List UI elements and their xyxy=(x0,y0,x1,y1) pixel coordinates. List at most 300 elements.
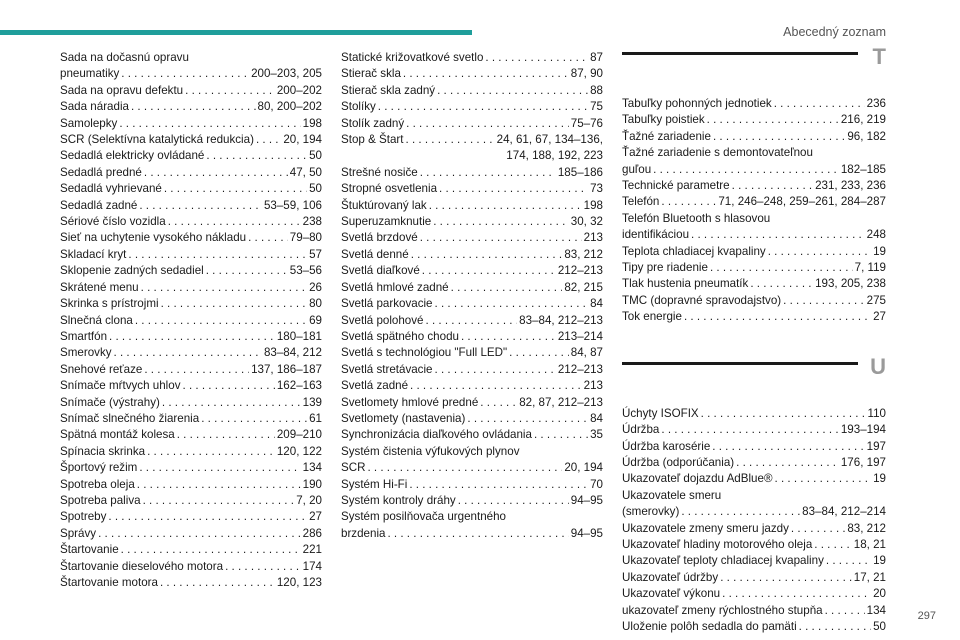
dot-leader xyxy=(225,559,301,575)
entry-pages: 61 xyxy=(309,411,322,425)
entry-pages: 176, 197 xyxy=(840,455,886,469)
entry-term: Tabuľky pohonných jednotiek xyxy=(622,97,772,110)
entry-line xyxy=(622,619,886,635)
entry-pages: 53–59, 106 xyxy=(263,198,322,212)
entry-line xyxy=(341,477,603,493)
entry-line xyxy=(341,132,603,148)
entry-term: Uloženie polôh sedadla do pamäti xyxy=(622,619,797,633)
entry-line xyxy=(60,509,322,525)
entry-pages: 47, 50 xyxy=(289,165,322,179)
index-entry xyxy=(341,50,603,66)
dot-leader xyxy=(164,181,307,197)
index-entry xyxy=(622,586,886,602)
entry-line xyxy=(60,116,322,132)
index-entry xyxy=(60,148,322,164)
dot-leader xyxy=(826,553,871,569)
entry-term: Statické križovatkové svetlo xyxy=(341,51,484,64)
entry-pages: 73 xyxy=(590,182,603,196)
index-entry xyxy=(622,406,886,422)
dot-leader xyxy=(185,83,275,99)
entry-term: Spotreby xyxy=(60,510,107,524)
entry-pages: 19 xyxy=(873,472,886,486)
entry-pages: 50 xyxy=(309,149,322,163)
entry-pages: 110 xyxy=(867,406,886,420)
index-entry xyxy=(341,345,603,361)
entry-line xyxy=(341,99,603,115)
entry-pages: 27 xyxy=(309,510,322,524)
index-entry xyxy=(341,132,603,165)
entry-term: Sedadlá predné xyxy=(60,165,142,179)
entry-pages: 198 xyxy=(302,116,322,130)
entry-line xyxy=(60,99,322,115)
entry-term: Svetlomety (nastavenia) xyxy=(341,411,466,425)
dot-leader xyxy=(435,296,589,312)
entry-term: Telefón Bluetooth s hlasovou xyxy=(622,211,771,225)
entry-line xyxy=(341,247,603,263)
index-entry xyxy=(60,460,322,476)
entry-pages: 94–95 xyxy=(570,526,603,540)
entry-term: Systém Hi-Fi xyxy=(341,477,408,491)
dot-leader xyxy=(458,493,569,509)
entry-line xyxy=(60,247,322,263)
entry-line xyxy=(622,537,886,553)
entry-line xyxy=(60,329,322,345)
section-letter: U xyxy=(870,353,886,379)
entry-line xyxy=(60,542,322,558)
dot-leader xyxy=(736,455,839,471)
dot-leader xyxy=(814,537,851,553)
index-entry xyxy=(60,575,322,591)
entry-line xyxy=(60,575,322,591)
entry-pages: 82, 87, 212–213 xyxy=(519,395,603,409)
dot-leader xyxy=(201,411,307,427)
entry-pages: 193–194 xyxy=(840,423,886,437)
entry-term: Smerovky xyxy=(60,346,112,360)
index-entry xyxy=(60,542,322,558)
entry-line xyxy=(341,50,603,66)
dot-leader xyxy=(144,165,288,181)
entry-line xyxy=(60,411,322,427)
index-entry xyxy=(60,280,322,296)
dot-leader xyxy=(135,313,307,329)
dot-leader xyxy=(653,162,839,178)
index-entry xyxy=(622,537,886,553)
entry-term: Svetlá spätného chodu xyxy=(341,329,459,343)
entry-pages: 120, 123 xyxy=(276,576,322,589)
entry-term: Svetlá denné xyxy=(341,247,409,261)
dot-leader xyxy=(775,471,872,487)
entry-pages: 213 xyxy=(583,231,603,245)
entry-line xyxy=(622,586,886,602)
entry-line xyxy=(60,263,322,279)
entry-line xyxy=(341,313,603,329)
entry-term: Ťažné zariadenie xyxy=(622,129,711,143)
entry-line xyxy=(60,296,322,312)
dot-leader xyxy=(128,247,307,263)
dot-leader xyxy=(451,280,563,296)
entry-pages: 19 xyxy=(873,244,886,258)
entry-pages: 134 xyxy=(866,603,886,617)
entry-pages: 197 xyxy=(866,439,886,453)
index-entry xyxy=(341,493,603,509)
dot-leader xyxy=(420,165,556,181)
entry-pages: 50 xyxy=(873,619,886,633)
entry-line xyxy=(60,165,322,181)
entry-pages: 7, 119 xyxy=(854,261,886,275)
index-entry xyxy=(60,214,322,230)
entry-pages: 20, 194 xyxy=(283,133,322,147)
entry-pages: 82, 215 xyxy=(564,280,603,294)
dot-leader xyxy=(387,526,568,542)
entry-line xyxy=(341,214,603,230)
entry-pages-continued: 174, 188, 192, 223 xyxy=(506,149,603,163)
index-entry xyxy=(60,477,322,493)
entry-term: Štuktúrovaný lak xyxy=(341,198,427,212)
entry-term: Superuzamknutie xyxy=(341,215,432,229)
entry-term: Systém posilňovača urgentného xyxy=(341,510,506,524)
dot-leader xyxy=(768,244,871,260)
entry-line xyxy=(622,553,886,569)
index-entry xyxy=(341,329,603,345)
entry-term-continued: guľou xyxy=(622,162,652,176)
entry-term: Ukazovatele smeru xyxy=(622,488,722,502)
index-entry xyxy=(60,395,322,411)
dot-leader xyxy=(410,378,582,394)
entry-pages: 212–213 xyxy=(557,264,603,278)
entry-term: Technické parametre xyxy=(622,179,730,193)
index-entry xyxy=(60,378,322,394)
entry-line xyxy=(60,362,322,378)
index-entry xyxy=(60,526,322,542)
dot-leader xyxy=(791,521,845,537)
dot-leader xyxy=(420,230,582,246)
entry-line xyxy=(60,214,322,230)
entry-pages: 83, 212 xyxy=(847,521,886,535)
entry-pages: 139 xyxy=(302,395,322,409)
entry-term: Samolepky xyxy=(60,116,118,130)
dot-leader xyxy=(691,227,865,243)
index-entry xyxy=(341,116,603,132)
entry-line xyxy=(341,116,603,132)
entry-term: Sklopenie zadných sedadiel xyxy=(60,264,204,278)
entry-term: Stolíky xyxy=(341,100,376,114)
dot-leader xyxy=(433,214,569,230)
entry-line xyxy=(341,526,603,542)
entry-term: Synchronizácia diaľkového ovládania xyxy=(341,428,532,442)
entry-pages: 75 xyxy=(590,100,603,114)
entry-term: Spínacia skrinka xyxy=(60,444,146,458)
dot-leader xyxy=(378,99,588,115)
dot-leader xyxy=(98,526,301,542)
entry-term: Svetlá hmlové zadné xyxy=(341,280,449,294)
index-entry xyxy=(60,313,322,329)
index-entry xyxy=(60,263,322,279)
entry-pages: 185–186 xyxy=(557,165,603,179)
entry-term: Snímače (výstrahy) xyxy=(60,395,160,409)
dot-leader xyxy=(177,427,275,443)
entry-pages: 200–202 xyxy=(276,83,322,97)
entry-term: Správy xyxy=(60,526,97,540)
entry-term: Snímače mŕtvych uhlov xyxy=(60,379,181,393)
entry-pages: 26 xyxy=(309,280,322,294)
index-entry xyxy=(60,83,322,99)
index-entry xyxy=(622,194,886,210)
section-divider xyxy=(622,52,858,55)
entry-line xyxy=(622,309,886,325)
section-divider xyxy=(622,362,858,365)
entry-term: Skladací kryt xyxy=(60,247,127,261)
entry-line xyxy=(622,112,886,128)
dot-leader xyxy=(825,603,865,619)
entry-term: Stropné osvetlenia xyxy=(341,182,438,196)
section-u-entries xyxy=(622,406,886,636)
dot-leader xyxy=(774,96,865,112)
dot-leader xyxy=(712,439,864,455)
entry-pages: 238 xyxy=(302,215,322,229)
dot-leader xyxy=(750,276,813,292)
index-entry xyxy=(341,263,603,279)
entry-pages: 57 xyxy=(309,247,322,261)
entry-term-continued: brzdenia xyxy=(341,526,386,540)
section-header-t xyxy=(622,44,886,96)
entry-line xyxy=(341,198,603,214)
dot-leader xyxy=(439,181,588,197)
dot-leader xyxy=(720,570,852,586)
entry-line xyxy=(60,526,322,542)
dot-leader xyxy=(168,214,301,230)
index-entry xyxy=(622,553,886,569)
dot-leader xyxy=(406,132,495,148)
index-entry xyxy=(341,411,603,427)
entry-pages: 79–80 xyxy=(289,231,322,245)
entry-pages: 248 xyxy=(866,228,886,242)
entry-line xyxy=(341,460,603,476)
index-entry xyxy=(622,129,886,145)
entry-line xyxy=(622,504,886,520)
page-header-title: Abecedný zoznam xyxy=(783,25,886,39)
dot-leader xyxy=(661,194,716,210)
entry-term: Smartfón xyxy=(60,329,108,343)
entry-pages: 221 xyxy=(302,543,322,557)
index-entry xyxy=(60,198,322,214)
dot-leader xyxy=(403,66,569,82)
entry-line xyxy=(341,345,603,361)
entry-line xyxy=(622,178,886,194)
index-column-1 xyxy=(60,50,322,591)
entry-term: Sedadlá zadné xyxy=(60,198,138,212)
entry-term: Svetlá diaľkové xyxy=(341,264,420,278)
entry-pages: 80 xyxy=(309,297,322,311)
entry-line xyxy=(60,444,322,460)
entry-pages: 18, 21 xyxy=(853,537,886,551)
index-entry xyxy=(341,83,603,99)
index-entry xyxy=(341,181,603,197)
entry-line xyxy=(60,427,322,443)
entry-term-continued: identifikáciou xyxy=(622,228,690,242)
index-entry xyxy=(60,247,322,263)
entry-line xyxy=(622,570,886,586)
entry-pages: 96, 182 xyxy=(847,129,886,143)
dot-leader xyxy=(409,477,588,493)
dot-leader xyxy=(121,542,301,558)
index-entry xyxy=(622,145,886,178)
dot-leader xyxy=(147,444,275,460)
dot-leader xyxy=(162,395,301,411)
dot-leader xyxy=(437,83,588,99)
index-entry xyxy=(341,165,603,181)
entry-term: Sieť na uchytenie vysokého nákladu xyxy=(60,231,247,245)
entry-pages: 30, 32 xyxy=(570,215,603,229)
dot-leader xyxy=(137,477,301,493)
entry-line xyxy=(622,260,886,276)
index-entry xyxy=(60,50,322,83)
index-entry xyxy=(60,345,322,361)
entry-pages: 275 xyxy=(866,293,886,307)
dot-leader xyxy=(206,263,288,279)
entry-pages: 193, 205, 238 xyxy=(815,277,886,291)
dot-leader xyxy=(426,313,518,329)
index-entry xyxy=(60,296,322,312)
entry-term: ukazovateľ zmeny rýchlostného stupňa xyxy=(622,603,823,617)
entry-term: Sériové číslo vozidla xyxy=(60,215,166,229)
entry-term: Údržba xyxy=(622,423,660,437)
entry-line xyxy=(341,427,603,443)
entry-term: Strešné nosiče xyxy=(341,165,418,179)
entry-pages: 88 xyxy=(590,83,603,97)
dot-leader xyxy=(732,178,813,194)
entry-term: Sada náradia xyxy=(60,100,129,114)
index-entry xyxy=(622,488,886,521)
entry-term: Sedadlá vyhrievané xyxy=(60,182,162,196)
entry-line xyxy=(622,422,886,438)
entry-term: Stierač skla xyxy=(341,67,401,81)
dot-leader xyxy=(661,422,838,438)
entry-line xyxy=(60,345,322,361)
entry-term: Skrinka s prístrojmi xyxy=(60,297,159,311)
entry-line xyxy=(622,293,886,309)
index-entry xyxy=(622,422,886,438)
entry-term: Ťažné zariadenie s demontovateľnou xyxy=(622,146,813,160)
entry-line xyxy=(622,439,886,455)
index-entry xyxy=(622,521,886,537)
entry-line xyxy=(341,83,603,99)
index-entry xyxy=(341,296,603,312)
entry-pages: 182–185 xyxy=(840,162,886,176)
entry-pages: 70 xyxy=(590,477,603,491)
index-entry xyxy=(341,378,603,394)
dot-leader xyxy=(139,198,262,214)
entry-term: TMC (dopravné spravodajstvo) xyxy=(622,293,782,307)
entry-pages: 27 xyxy=(873,310,886,324)
index-entry xyxy=(341,198,603,214)
entry-term: Stierač skla zadný xyxy=(341,83,436,97)
index-entry xyxy=(60,116,322,132)
entry-line xyxy=(60,198,322,214)
entry-line xyxy=(341,165,603,181)
entry-pages: 83, 212 xyxy=(564,247,603,261)
dot-leader xyxy=(707,112,839,128)
entry-pages: 35 xyxy=(590,428,603,442)
dot-leader xyxy=(684,309,871,325)
index-entry xyxy=(622,309,886,325)
entry-line xyxy=(341,411,603,427)
entry-line xyxy=(60,230,322,246)
entry-pages: 71, 246–248, 259–261, 284–287 xyxy=(718,195,886,209)
entry-pages: 20, 194 xyxy=(564,461,603,475)
dot-leader xyxy=(161,296,308,312)
entry-line xyxy=(341,493,603,509)
entry-line xyxy=(60,559,322,575)
dot-leader xyxy=(681,504,800,520)
entry-term: Slnečná clona xyxy=(60,313,133,327)
index-entry xyxy=(341,280,603,296)
entry-line xyxy=(341,230,603,246)
entry-term: Snehové reťaze xyxy=(60,362,143,376)
entry-line xyxy=(341,395,603,411)
entry-term: Ukazovateľ výkonu xyxy=(622,587,721,601)
index-entry xyxy=(622,244,886,260)
entry-term: Tabuľky poistiek xyxy=(622,113,705,127)
dot-leader xyxy=(411,247,563,263)
dot-leader xyxy=(799,619,871,635)
index-entry xyxy=(622,293,886,309)
entry-pages: 213 xyxy=(583,379,603,393)
dot-leader xyxy=(131,99,256,115)
entry-pages: 198 xyxy=(583,198,603,212)
entry-pages: 162–163 xyxy=(276,379,322,393)
entry-term: Sada na dočasnú opravu xyxy=(60,51,189,64)
dot-leader xyxy=(139,460,300,476)
dot-leader xyxy=(713,129,845,145)
entry-pages: 120, 122 xyxy=(276,444,322,458)
entry-pages: 212–213 xyxy=(557,362,603,376)
dot-leader xyxy=(109,329,275,345)
entry-pages: 134 xyxy=(302,461,322,475)
entry-term: Snímač slnečného žiarenia xyxy=(60,411,200,425)
index-entry xyxy=(622,276,886,292)
entry-pages: 7, 20 xyxy=(296,493,322,507)
entry-pages: 174 xyxy=(302,559,322,573)
index-entry xyxy=(622,178,886,194)
entry-line xyxy=(622,96,886,112)
entry-term: Ukazovateľ teploty chladiacej kvapaliny xyxy=(622,554,824,568)
entry-line xyxy=(622,129,886,145)
entry-term: Tlak hustenia pneumatík xyxy=(622,277,749,291)
entry-pages: 231, 233, 236 xyxy=(815,179,886,193)
entry-line xyxy=(622,227,886,243)
index-entry xyxy=(60,230,322,246)
dot-leader xyxy=(256,132,281,148)
index-entry xyxy=(622,619,886,635)
index-column-3 xyxy=(622,44,886,635)
index-entry xyxy=(622,439,886,455)
dot-leader xyxy=(108,509,307,525)
entry-term: Stolík zadný xyxy=(341,116,405,130)
entry-line xyxy=(341,66,603,82)
index-entry xyxy=(60,329,322,345)
entry-term: Svetlá parkovacie xyxy=(341,297,433,311)
dot-leader xyxy=(783,293,865,309)
entry-line xyxy=(341,280,603,296)
dot-leader xyxy=(722,586,871,602)
dot-leader xyxy=(509,345,569,361)
dot-leader xyxy=(183,378,275,394)
index-entry xyxy=(341,444,603,477)
entry-pages: 80, 200–202 xyxy=(257,100,322,114)
entry-pages: 286 xyxy=(302,526,322,540)
entry-term: Ukazovateľ dojazdu AdBlue® xyxy=(622,472,773,486)
entry-term: Spotreba paliva xyxy=(60,493,141,507)
